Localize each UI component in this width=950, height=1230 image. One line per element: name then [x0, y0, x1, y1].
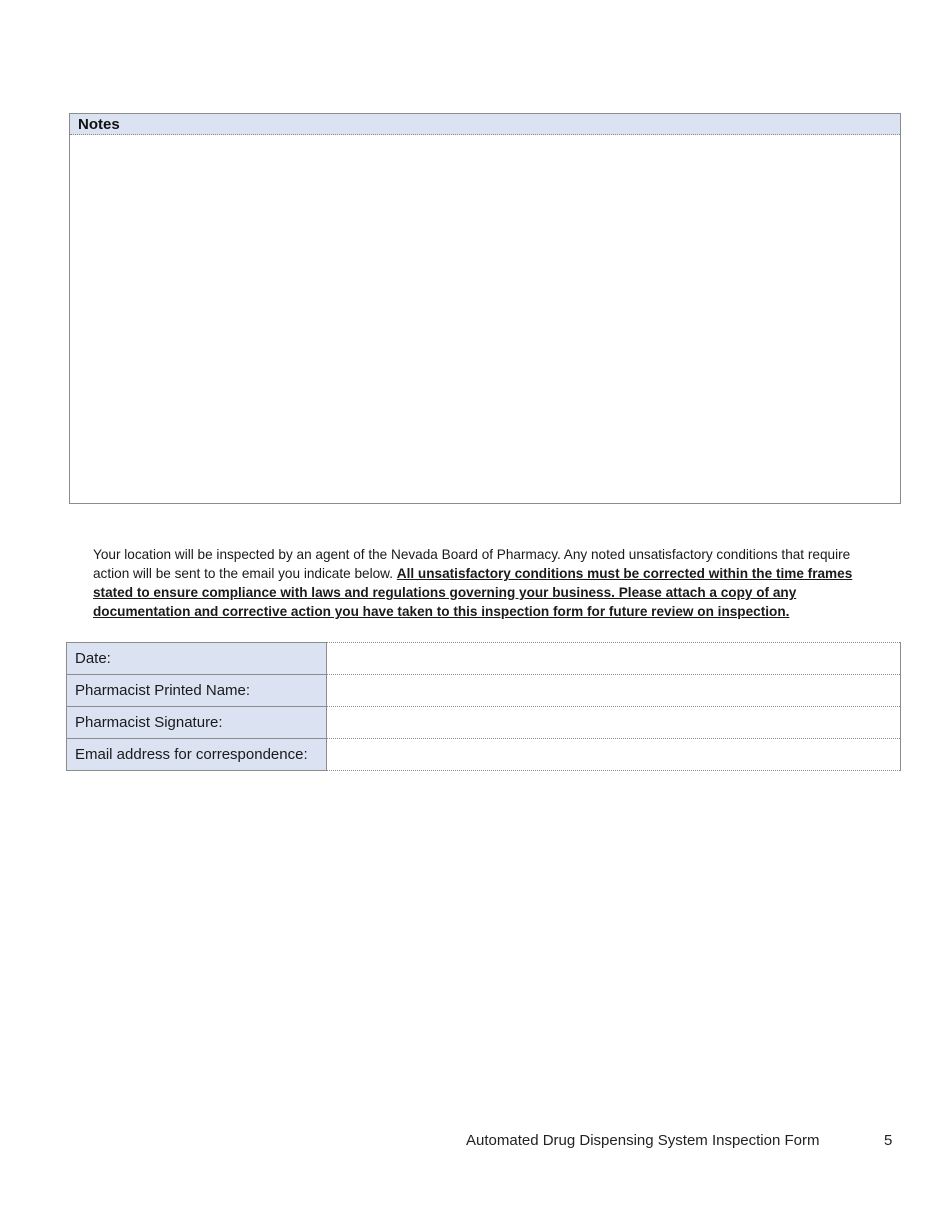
- email-field[interactable]: [327, 739, 901, 771]
- signature-label: Pharmacist Signature:: [67, 707, 327, 739]
- footer-page-number: 5: [884, 1132, 893, 1149]
- printed-name-field[interactable]: [327, 675, 901, 707]
- footer-form-title: Automated Drug Dispensing System Inspection Form: [466, 1132, 820, 1149]
- table-row: [67, 643, 901, 675]
- pharmacist-info-table: [66, 642, 901, 771]
- printed-name-label: Pharmacist Printed Name:: [67, 675, 327, 707]
- table-row: [67, 739, 901, 771]
- table-row: [67, 707, 901, 739]
- disclaimer-emphasis: All unsatisfactory conditions must be corrected within the time frames stated to ensure compliance with laws and regulations governing your business. Please attach a copy of any documentation and corrective action you have taken to this inspection form for future review on inspection.: [93, 566, 853, 619]
- disclaimer-text: Your location will be inspected by an agent of the Nevada Board of Pharmacy. Any noted unsatisfactory conditions that require action will be sent to the email you indicate below.: [93, 547, 851, 581]
- notes-box: [69, 113, 901, 504]
- email-label: Email address for correspondence:: [67, 739, 327, 771]
- date-label: Date:: [67, 643, 327, 675]
- date-field[interactable]: [327, 643, 901, 675]
- notes-header: Notes: [70, 114, 900, 135]
- signature-field[interactable]: [327, 707, 901, 739]
- table-row: [67, 675, 901, 707]
- notes-field[interactable]: [70, 135, 900, 503]
- inspection-disclaimer: [93, 545, 853, 621]
